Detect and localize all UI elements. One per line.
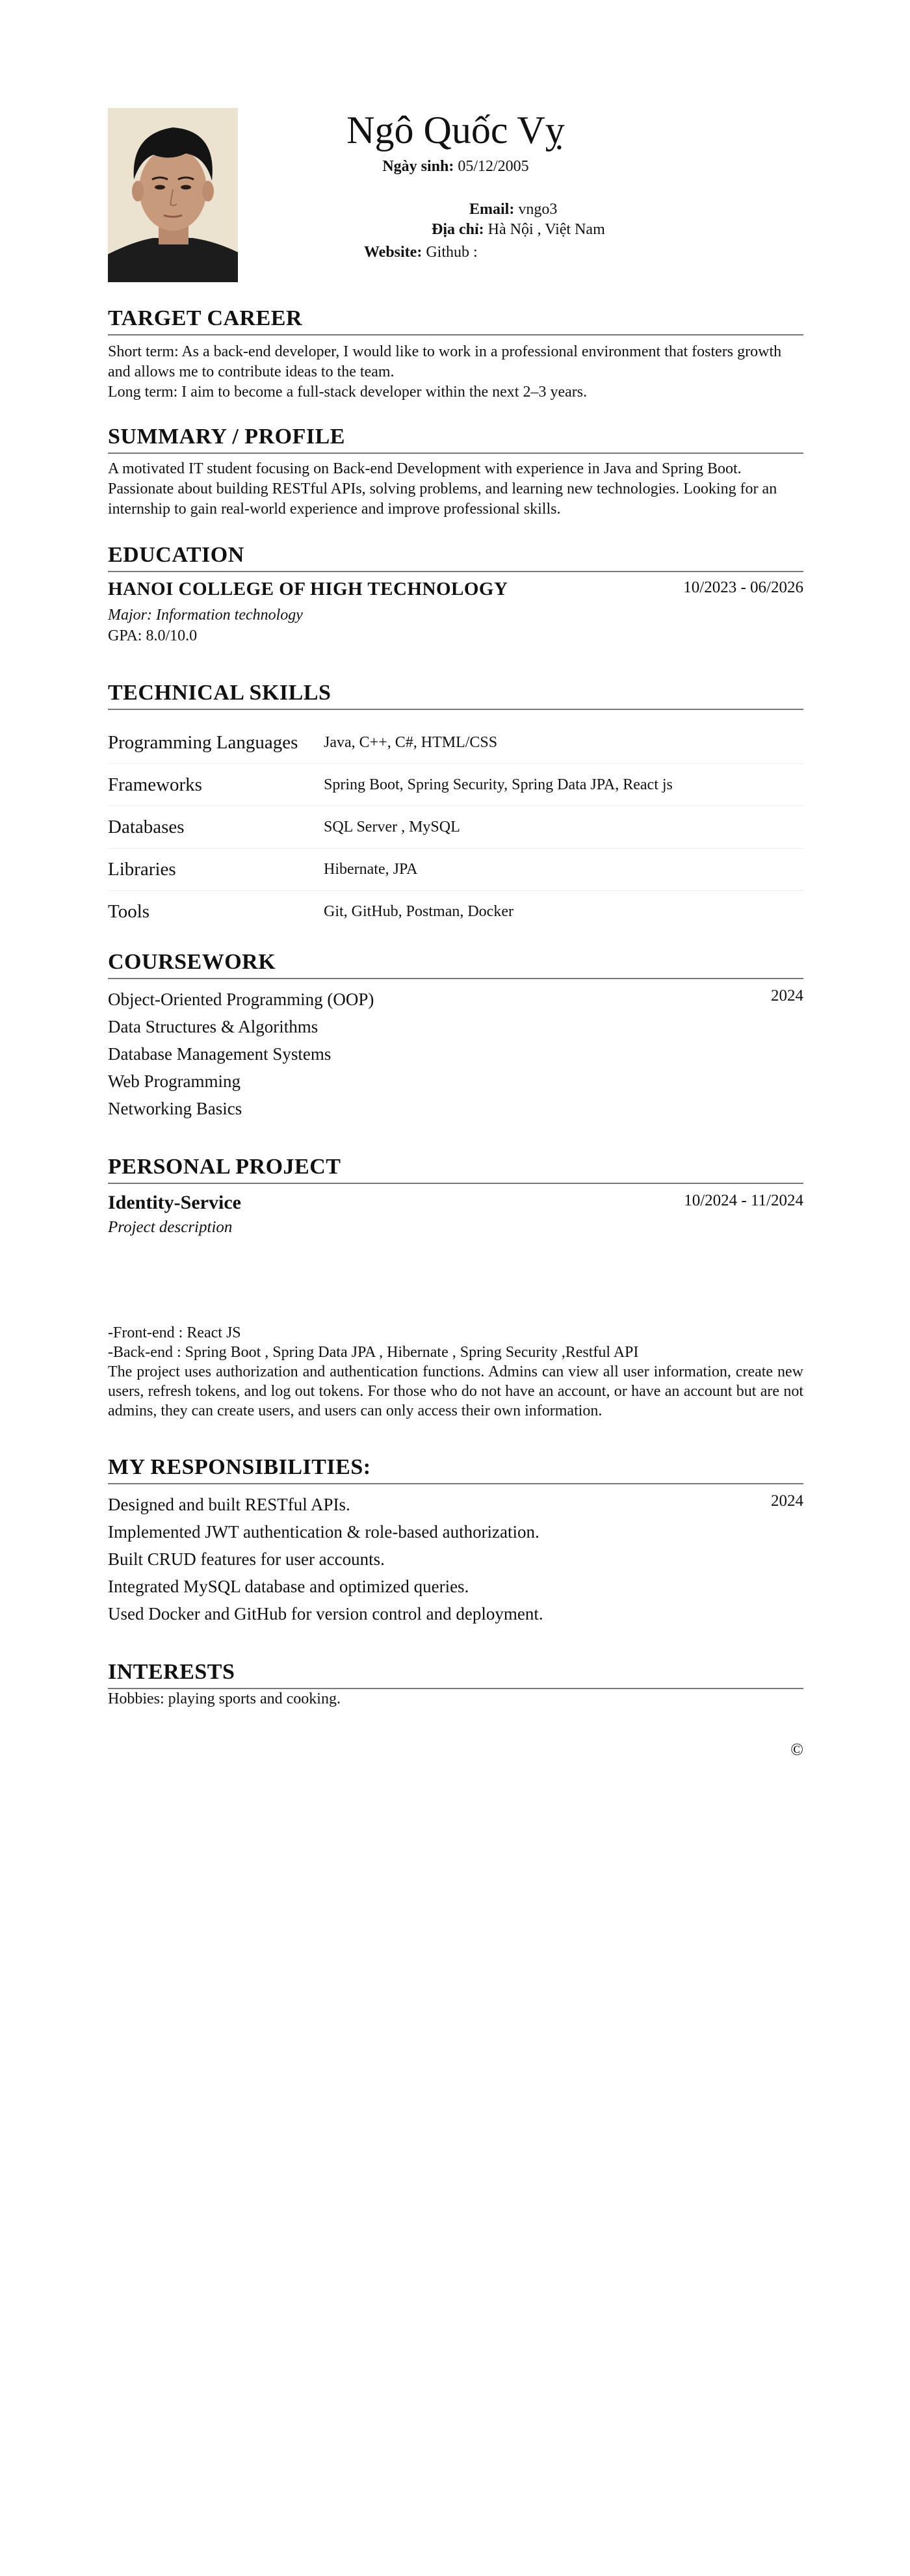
- address-line: [432, 219, 605, 240]
- table-row: [108, 722, 803, 764]
- table-row: [108, 806, 803, 848]
- address-value: Hà Nội , Việt Nam: [488, 221, 605, 238]
- section-title: INTERESTS: [108, 1659, 803, 1689]
- skills-section: [108, 680, 803, 932]
- interests-section: [108, 1659, 803, 1709]
- list-item: Built CRUD features for user accounts.: [108, 1549, 385, 1569]
- list-item: Database Management Systems: [108, 1044, 332, 1064]
- website-label: Website:: [364, 244, 422, 261]
- coursework-list: [108, 986, 803, 1122]
- skill-value: SQL Server , MySQL: [324, 806, 803, 848]
- copyright-icon: ©: [790, 1740, 803, 1759]
- summary-section: [108, 424, 803, 519]
- project-details: The project uses authorization and authentication functions. Admins can view all user information, create new users, refresh tokens, and log out tokens. For those who do not have an account, or have an account but are not admins, they can create users, and users can only access their own information.: [108, 1363, 803, 1419]
- skill-value: Spring Boot, Spring Security, Spring Data JPA, React js: [324, 764, 803, 806]
- skill-category: Tools: [108, 900, 150, 922]
- skill-category: Databases: [108, 806, 324, 848]
- website-line: [364, 242, 478, 263]
- website-value[interactable]: Github :: [426, 244, 478, 261]
- section-title: TECHNICAL SKILLS: [108, 680, 803, 710]
- section-title: TARGET CAREER: [108, 306, 803, 335]
- education-gpa: GPA: 8.0/10.0: [108, 627, 198, 644]
- section-title: PERSONAL PROJECT: [108, 1154, 803, 1184]
- skill-value: Java, C++, C#, HTML/CSS: [324, 722, 803, 764]
- project-date: 10/2024 - 11/2024: [684, 1192, 803, 1209]
- section-title: COURSEWORK: [108, 949, 803, 979]
- email-label: Email:: [469, 201, 515, 218]
- target-career-section: [108, 306, 803, 402]
- coursework-section: [108, 949, 803, 1122]
- section-title: MY RESPONSIBILITIES:: [108, 1454, 803, 1484]
- list-item: Networking Basics: [108, 1099, 242, 1118]
- coursework-year: 2024: [771, 987, 803, 1005]
- email-value[interactable]: vngo3: [518, 201, 558, 218]
- skill-value: Hibernate, JPA: [324, 848, 803, 891]
- section-title: SUMMARY / PROFILE: [108, 424, 803, 454]
- list-item: Used Docker and GitHub for version control and deployment.: [108, 1604, 543, 1623]
- list-item: Web Programming: [108, 1071, 241, 1091]
- list-item: Object-Oriented Programming (OOP): [108, 990, 374, 1009]
- email-line: [469, 199, 557, 220]
- list-item: Designed and built RESTful APIs.: [108, 1495, 350, 1514]
- project-frontend: -Front-end : React JS: [108, 1324, 241, 1341]
- long-term-goal: Long term: I aim to become a full-stack developer within the next 2–3 years.: [108, 384, 588, 401]
- education-section: [108, 542, 803, 646]
- skill-value: Git, GitHub, Postman, Docker: [324, 902, 514, 920]
- skill-category: Frameworks: [108, 764, 324, 806]
- table-row: [108, 848, 803, 891]
- list-item: Implemented JWT authentication & role-based authorization.: [108, 1522, 540, 1542]
- project-description-label: Project description: [108, 1218, 233, 1236]
- school-name: HANOI COLLEGE OF HIGH TECHNOLOGY: [108, 579, 508, 599]
- responsibilities-section: [108, 1454, 803, 1627]
- responsibilities-year: 2024: [771, 1492, 803, 1510]
- list-item: Data Structures & Algorithms: [108, 1017, 318, 1036]
- summary-text: A motivated IT student focusing on Back-end Development with experience in Java and Spring Boot. Passionate about building RESTful APIs, solving problems, and learning new technologies. Looking for an internship to gain real-world experience and improve professional skills.: [108, 460, 777, 518]
- table-row: [108, 891, 803, 933]
- education-row: [108, 579, 803, 605]
- list-item: Integrated MySQL database and optimized queries.: [108, 1577, 469, 1596]
- project-section: [108, 1154, 803, 1421]
- education-date: 10/2023 - 06/2026: [683, 579, 803, 596]
- education-major: Major: Information technology: [108, 607, 303, 624]
- skill-category: Libraries: [108, 848, 324, 891]
- skill-category: Programming Languages: [108, 722, 324, 764]
- responsibilities-list: [108, 1491, 803, 1627]
- interests-text: Hobbies: playing sports and cooking.: [108, 1690, 341, 1707]
- skills-table: [108, 722, 803, 932]
- project-name: Identity-Service: [108, 1192, 241, 1213]
- candidate-name: Ngô Quốc Vỵ: [346, 109, 565, 151]
- section-title: EDUCATION: [108, 542, 803, 572]
- short-term-goal: Short term: As a back-end developer, I would like to work in a professional environment that fosters growth and allows me to contribute ideas to the team.: [108, 343, 782, 380]
- date-of-birth: [108, 156, 803, 177]
- dob-label: Ngày sinh:: [382, 158, 454, 175]
- dob-value: 05/12/2005: [458, 158, 529, 175]
- project-backend: -Back-end : Spring Boot , Spring Data JPA , Hibernate , Spring Security ,Restful API: [108, 1344, 639, 1361]
- address-label: Địa chỉ:: [432, 221, 484, 238]
- table-row: [108, 764, 803, 806]
- project-row: [108, 1192, 803, 1216]
